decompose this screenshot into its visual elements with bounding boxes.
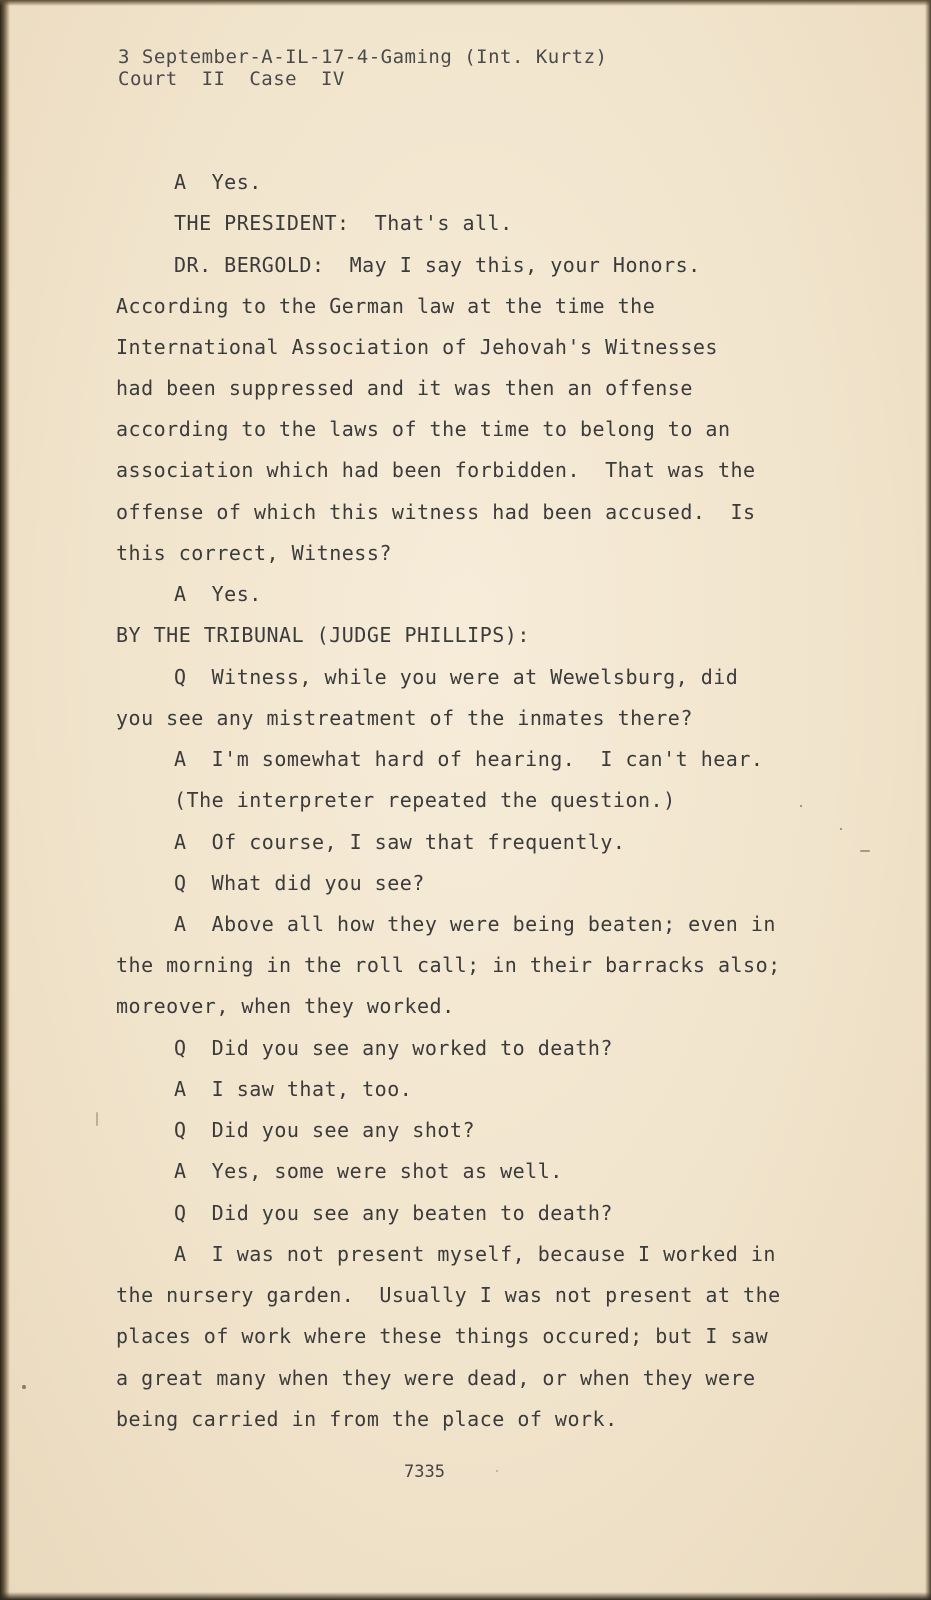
page-right-edge-shadow	[925, 0, 931, 1600]
transcript-line: A I saw that, too.	[174, 1077, 413, 1101]
transcript-line: a great many when they were dead, or when they were	[116, 1366, 756, 1390]
transcript-line: moreover, when they worked.	[116, 994, 455, 1018]
transcript-line: BY THE TRIBUNAL (JUDGE PHILLIPS):	[116, 623, 530, 647]
page-number: 7335	[404, 1462, 445, 1482]
transcript-line: (The interpreter repeated the question.)	[174, 788, 676, 812]
transcript-line: places of work where these things occured; but I saw	[116, 1324, 769, 1348]
transcript-line: A Of course, I saw that frequently.	[174, 830, 626, 854]
transcript-line: A I was not present myself, because I worked in	[174, 1242, 776, 1266]
transcript-line: DR. BERGOLD: May I say this, your Honors.	[174, 253, 701, 277]
transcript-line: this correct, Witness?	[116, 541, 392, 565]
transcript-line: according to the laws of the time to belong to an	[116, 417, 731, 441]
header-court-case: Court II Case IV	[118, 68, 345, 90]
transcript-line: A Above all how they were being beaten; even in	[174, 912, 776, 936]
transcript-line: International Association of Jehovah's Witnesses	[116, 335, 718, 359]
transcript-line: had been suppressed and it was then an offense	[116, 376, 693, 400]
paper-speck	[800, 805, 802, 807]
paper-mark	[96, 1112, 98, 1126]
transcript-line: Q Witness, while you were at Wewelsburg, did	[174, 665, 739, 689]
page-bottom-edge-shadow	[0, 1592, 931, 1600]
transcript-line: the nursery garden. Usually I was not present at the	[116, 1283, 781, 1307]
transcript-line: A I'm somewhat hard of hearing. I can't hear.	[174, 747, 764, 771]
transcript-line: association which had been forbidden. That was the	[116, 458, 756, 482]
transcript-line: A Yes, some were shot as well.	[174, 1159, 563, 1183]
paper-speck	[22, 1385, 26, 1389]
transcript-line: Q Did you see any worked to death?	[174, 1036, 613, 1060]
transcript-line: A Yes.	[174, 582, 262, 606]
transcript-line: Q Did you see any shot?	[174, 1118, 475, 1142]
paper-speck	[496, 1470, 498, 1472]
transcript-line: the morning in the roll call; in their barracks also;	[116, 953, 781, 977]
header-session-info: 3 September-A-IL-17-4-Gaming (Int. Kurtz)	[118, 46, 608, 68]
page-top-edge-shadow	[0, 0, 931, 6]
transcript-line: A Yes.	[174, 170, 262, 194]
paper-speck	[840, 828, 842, 830]
transcript-line: According to the German law at the time the	[116, 294, 656, 318]
transcript-line: Q Did you see any beaten to death?	[174, 1201, 613, 1225]
paper-speck	[860, 850, 870, 852]
transcript-line: you see any mistreatment of the inmates there?	[116, 706, 693, 730]
transcript-line: Q What did you see?	[174, 871, 425, 895]
page-left-edge-shadow	[0, 0, 10, 1600]
transcript-line: being carried in from the place of work.	[116, 1407, 618, 1431]
transcript-line: offense of which this witness had been accused. Is	[116, 500, 756, 524]
transcript-line: THE PRESIDENT: That's all.	[174, 211, 513, 235]
